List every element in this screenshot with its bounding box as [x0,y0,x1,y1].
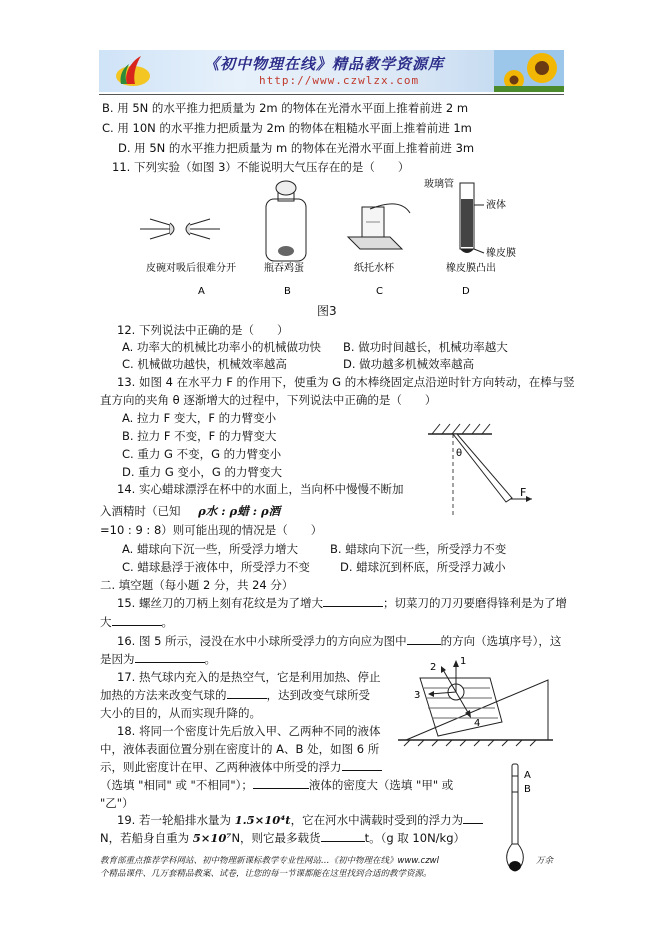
q17-blank-1[interactable] [227,687,267,699]
q15-text-c: 大 [100,615,112,629]
q13-option-c: C. 重力 G 不变，G 的力臂变小 [122,447,282,461]
fig3-glass-tube [460,183,484,253]
question-18-line1: 18. 将同一个密度计先后放入甲、乙两种不同的液体 [117,724,381,738]
option-c: C. 用 10N 的水平推力把质量为 2m 的物体在粗糙水平面上推着前进 1m [102,121,472,135]
q19-displacement: 1.5×10⁴t [234,813,291,827]
q19-text-c: N，若船身自重为 [100,831,190,845]
section-2-heading: 二. 填空题（每小题 2 分，共 24 分） [100,578,294,592]
fig3-membrane-label: 橡皮膜 [486,248,516,259]
q19-self-weight: 5×10⁷ [192,831,232,845]
q15-blank-2[interactable] [112,614,162,626]
question-15-line1 [117,595,567,611]
q15-text-b: ；切菜刀的刀刃要磨得锋利是为了增 [382,596,567,610]
fig3-tube-label: 玻璃管 [424,179,454,190]
question-17-line1: 17. 热气球内充入的是热空气，它是利用加热、停止 [117,670,381,684]
q19-text-d: N，则它最多载货 [231,831,321,845]
footer-line2: 个精品课件、几万套精品教案、试卷，让您的每一节课都能在这里找到合适的教学资源。 [100,869,432,879]
q14-option-c: C. 蜡球悬浮于液体中，所受浮力不变 [122,560,310,574]
q18-text-a: 示，则此密度计在甲、乙两种液体中所受的浮力 [100,760,342,774]
q16-text-a: 16. 图 5 所示，浸没在水中小球所受浮力的方向应为图中 [117,634,407,648]
question-14-line1: 14. 实心蜡球漂浮在杯中的水面上，当向杯中慢慢不断加 [117,482,404,496]
q19-text-a: 19. 若一轮船排水量为 [117,813,231,827]
q18-blank-1[interactable] [342,759,382,771]
q13-option-d: D. 重力 G 变小，G 的力臂变大 [122,465,282,479]
figure-3 [140,177,520,302]
q16-blank-2[interactable] [135,651,205,663]
question-17-line3: 大小的目的，从而实现升降的。 [100,706,261,720]
q16-text-d: 。 [204,652,216,666]
q15-text-d: 。 [161,615,173,629]
footer-line1-tail: 万余 [536,856,554,866]
q12-option-c: C. 机械做功越快，机械效率越高 [122,357,287,371]
q19-blank-1[interactable] [463,812,483,824]
site-logo-icon [113,54,153,88]
question-12: 12. 下列说法中正确的是（ ） [117,323,289,337]
fig4-theta: θ [456,448,463,459]
site-title: 《初中物理在线》精品教学资源库 [204,55,445,73]
fig3-liquid-label: 液体 [486,200,506,211]
q12-option-d: D. 做功越多机械效率越高 [343,357,475,371]
q16-blank-1[interactable] [407,633,441,645]
q18-blank-2[interactable] [253,777,309,789]
header-divider [99,94,564,95]
fig5-label-3: 3 [414,690,421,701]
question-15-line2 [100,614,173,630]
fig3-bottle [266,181,306,261]
q13-option-b: B. 拉力 F 不变，F 的力臂变大 [122,429,277,443]
fig3-c-label: 纸托水杯 [354,263,394,274]
header-banner [99,50,564,92]
figure-5 [398,650,553,750]
q19-text-b: ，它在河水中满载时受到的浮力为 [290,813,464,827]
question-18-line4 [100,777,453,793]
q19-text-e: t。（g 取 10N/kg） [364,831,466,845]
question-19-line1 [117,812,483,828]
footer-line1: 教育部重点推荐学科网站、初中物理新课标教学专业性网站…《初中物理在线》www.czwl [100,856,439,866]
option-b: B. 用 5N 的水平推力把质量为 2m 的物体在光滑水平面上推着前进 2 m [102,101,469,115]
figure-4 [420,420,540,520]
question-18-line3 [100,759,382,775]
option-d: D. 用 5N 的水平推力把质量为 m 的物体在光滑水平面上推着前进 3m [118,141,475,155]
fig6-label-b: B [524,784,531,795]
fig3-b-label: 瓶吞鸡蛋 [264,263,304,274]
question-14-line3: =10 : 9 : 8）则可能出现的情况是（ ） [100,523,323,537]
sunflower-icon [494,50,564,92]
q14-option-b: B. 蜡球向下沉一些，所受浮力不变 [330,542,507,556]
fig3-c: C [376,286,383,297]
fig3-suction-cups [140,219,220,239]
q15-blank-1[interactable] [323,595,383,607]
fig4-force-f: F [520,486,527,499]
q16-text-c: 是因为 [100,652,135,666]
q15-text-a: 15. 螺丝刀的刀柄上刻有花纹是为了增大 [117,596,323,610]
q18-text-b: （选填 "相同" 或 "不相同"）； [100,778,253,792]
fig3-paper-cup [348,204,410,249]
fig3-a: A [198,286,205,297]
question-16-line1 [117,633,561,649]
question-13-line2: 直方向的夹角 θ 逐渐增大的过程中，下列说法中正确的是（ ） [100,393,437,407]
site-url[interactable]: http://www.czwlzx.com [259,74,420,87]
fig6-label-a: A [524,770,531,781]
q14-density-ratio: ρ水 : ρ蜡 : ρ酒 [198,504,281,518]
q18-text-c: 液体的密度大（选填 "甲" 或 [308,778,454,792]
question-19-line2 [100,830,465,846]
q12-option-a: A. 功率大的机械比功率小的机械做功快 [122,340,321,354]
q12-option-b: B. 做功时间越长，机械功率越大 [343,340,508,354]
q19-blank-2[interactable] [321,830,365,842]
fig5-label-4: 4 [474,718,481,729]
fig5-label-2: 2 [430,662,437,673]
fig3-a-label: 皮碗对吸后很难分开 [146,263,236,274]
fig5-label-1: 1 [460,656,467,667]
q17-text-a: 加热的方法来改变气球的 [100,688,227,702]
q13-option-a: A. 拉力 F 变大，F 的力臂变小 [122,411,277,425]
q17-text-b: ，达到改变气球所受 [266,688,370,702]
question-18-line5: "乙"） [100,796,134,810]
question-18-line2: 中，液体表面位置分别在密度计的 A、B 处，如图 6 所 [100,742,380,756]
fig3-d: D [462,286,470,297]
q14-option-a: A. 蜡球向下沉一些，所受浮力增大 [122,542,298,556]
question-14-line2 [100,503,280,519]
question-13-line1: 13. 如图 4 在水平力 F 的作用下，使重为 G 的木棒绕固定点沿逆时针方向转动，在棒与竖 [117,375,575,389]
q14-text: 入酒精时（已知 [100,504,181,518]
figure-3-caption: 图3 [317,304,337,318]
question-11: 11. 下列实验（如图 3）不能说明大气压存在的是（ ） [112,160,410,174]
q16-text-b: 的方向（选填序号），这 [440,634,562,648]
question-17-line2 [100,687,370,703]
q14-option-d: D. 蜡球沉到杯底，所受浮力减小 [340,560,506,574]
fig3-b: B [284,286,291,297]
fig3-d-label: 橡皮膜凸出 [446,263,496,274]
question-16-line2 [100,651,216,667]
